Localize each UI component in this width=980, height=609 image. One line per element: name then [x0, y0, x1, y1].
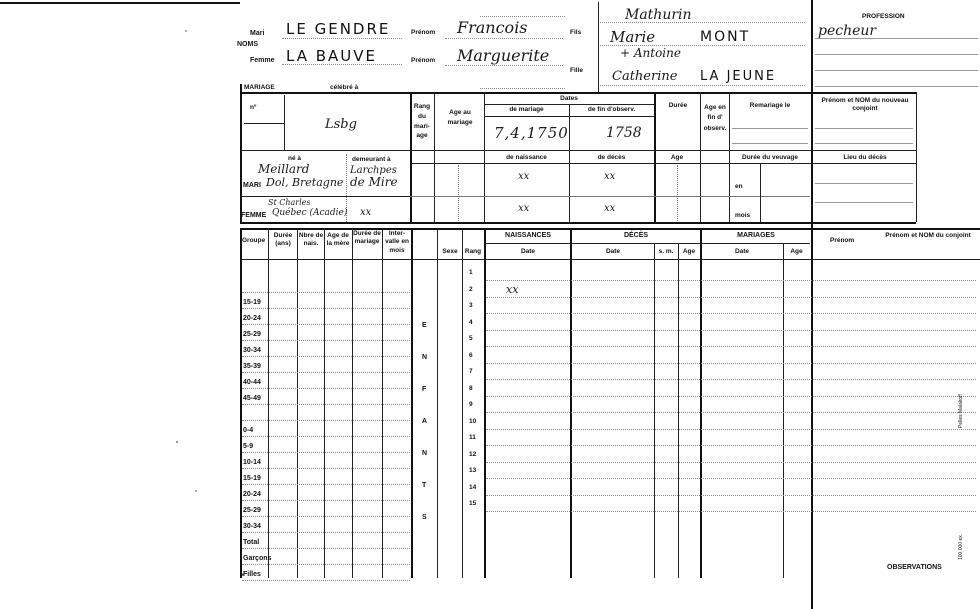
row-rule-left — [242, 292, 410, 293]
mari-label-2: MARI — [243, 182, 261, 189]
col-rule-8 — [462, 228, 463, 578]
de-naissance-label: de naissance — [506, 154, 547, 161]
col-rule-11 — [654, 243, 655, 578]
rank-number: 5 — [469, 335, 473, 342]
fille-last: LA JEUNE — [700, 69, 777, 84]
col-rule-7 — [437, 228, 438, 578]
fils-3: + Antoine — [620, 46, 681, 60]
naissances-header: NAISSANCES — [505, 232, 551, 239]
sm-header: s. m. — [658, 248, 674, 255]
no-line — [244, 123, 284, 124]
conjoint-line-2 — [815, 143, 913, 144]
mari-res-1: Larchpes — [350, 165, 397, 176]
row-rule-right — [486, 429, 976, 430]
mari-death-mark: xx — [604, 171, 616, 182]
print-count: 100.000 ex. — [958, 533, 964, 560]
groupe-header: Groupe — [242, 237, 266, 244]
group-label: 25-29 — [243, 507, 261, 514]
observations-label: OBSERVATIONS — [887, 564, 942, 571]
row-rule-left — [242, 340, 410, 341]
rank-number: 10 — [469, 417, 477, 425]
group-label: 5-9 — [243, 443, 254, 450]
enfants-letter: N — [422, 354, 428, 361]
row-rule-right — [486, 313, 976, 314]
intervalle-header: Inter-valle en mois — [385, 230, 409, 254]
table-top-rule — [240, 228, 980, 230]
profession-line-3 — [815, 70, 978, 71]
fils-1: Mathurin — [625, 7, 692, 23]
mariage-mid-rule — [240, 150, 916, 151]
fils-2-first: Marie — [610, 28, 656, 46]
femme-prenom-label: Prénom — [411, 57, 436, 64]
nouveau-conjoint-label: Prénom et NOM du nouveau conjoint — [821, 97, 909, 112]
group-label: 20-24 — [243, 491, 261, 498]
enfants-letter: N — [422, 450, 428, 457]
margin-speck-3 — [195, 490, 197, 492]
enfants-letter: T — [422, 482, 427, 489]
femme-res-mark: xx — [360, 207, 372, 218]
sexe-header: Sexe — [442, 248, 458, 255]
row-rule-right — [486, 297, 976, 298]
row-rule-left — [242, 468, 410, 469]
mari-surname-line — [282, 38, 402, 39]
de-deces-label: de décès — [597, 154, 626, 161]
age-divider — [458, 165, 459, 221]
prenom-header: Prénom — [830, 237, 855, 244]
row-rule-right — [486, 363, 976, 364]
rank-number: 6 — [469, 351, 473, 359]
dates-label: Dates — [560, 95, 578, 102]
mari-surname: LE GENDRE — [286, 20, 391, 38]
en-label: en — [735, 183, 743, 190]
row-rule-left — [242, 452, 410, 453]
mari-birth-2: Dol, Bretagne — [266, 176, 344, 189]
deces-header: DÉCÈS — [623, 232, 649, 239]
fils-label: Fils — [570, 29, 582, 36]
mari-prenom-label: Prénom — [411, 29, 436, 36]
profession-line-2 — [815, 54, 978, 55]
duree-ans-header: Durée (ans) — [273, 232, 293, 248]
fille-first: Catherine — [612, 69, 678, 84]
row-rule-right — [486, 396, 976, 397]
mariage-date-header: Date — [734, 248, 750, 255]
date-mariage: 7,4,1750 — [494, 124, 569, 142]
row-rule-left — [242, 484, 410, 485]
rank-number: 4 — [469, 318, 473, 326]
col-rule-5 — [382, 228, 383, 578]
fils-2-last: MONT — [700, 29, 751, 45]
group-label: Garçons — [243, 555, 272, 562]
mariage-title: MARIAGE — [244, 84, 275, 91]
margin-speck-1 — [185, 30, 187, 32]
row-rule-right — [486, 445, 976, 446]
naissance-date-header: Date — [520, 248, 536, 255]
lieu-line-1 — [815, 183, 913, 184]
conjoint-header: Prénom et NOM du conjoint — [885, 232, 971, 239]
group-label: 25-29 — [243, 331, 261, 338]
mari-prenom-line — [445, 38, 563, 39]
femme-prenom-line — [445, 65, 563, 66]
rang-header: Rang — [464, 248, 482, 255]
femme-birth-1: St Charles — [268, 198, 311, 207]
rank-number: 11 — [469, 434, 476, 441]
col-rule-12 — [678, 243, 679, 578]
mois-label: mois — [735, 212, 751, 219]
row-rule-right — [486, 280, 976, 281]
row-rule-left — [242, 580, 410, 581]
group-label: 20-24 — [243, 315, 261, 322]
mariage-place: Lsbg — [325, 117, 357, 132]
rank-number: 2 — [469, 285, 473, 293]
col-rule-4 — [352, 228, 353, 578]
noms-label: NOMS — [237, 41, 258, 48]
rank-number: 8 — [469, 384, 473, 392]
rang-right-rule — [434, 92, 435, 222]
margin-speck-2 — [176, 441, 178, 443]
femme-birth-mark: xx — [518, 203, 530, 214]
rank-number: 12 — [469, 450, 477, 458]
femme-surname-line — [282, 64, 402, 65]
printer-credit: Pelles Malakoff — [958, 394, 964, 428]
age-col-label: Age — [670, 154, 684, 161]
celebre-label: célébré à — [330, 84, 359, 91]
row-rule-left — [242, 564, 410, 565]
conjoint-line-1 — [815, 128, 913, 129]
demeurant-a-label: demeurant à — [352, 156, 391, 163]
deces-date-header: Date — [605, 248, 621, 255]
femme-surname: LA BAUVE — [286, 47, 377, 65]
row-rule-left — [242, 420, 410, 421]
subheader-rule — [484, 243, 810, 244]
mari-label: Mari — [250, 30, 265, 37]
group-label: 30-34 — [243, 523, 261, 530]
rank-number: 14 — [469, 483, 477, 491]
group-label: 30-34 — [243, 347, 261, 354]
mari-femme-rule — [240, 196, 410, 197]
mariage-age-header: Age — [790, 248, 803, 255]
row-rule-right — [486, 346, 976, 347]
mariage-top-rule — [240, 92, 811, 94]
de-fin-label: de fin d'observ. — [587, 106, 636, 113]
age-fin-label: Age en fin d' observ. — [703, 104, 727, 132]
row-rule-right — [486, 330, 976, 331]
duree-label: Durée — [668, 102, 688, 109]
fille-line — [600, 85, 805, 86]
row-rule-left — [242, 548, 410, 549]
row-rule-left — [242, 500, 410, 501]
row-rule-left — [242, 404, 410, 405]
duree-mariage-header: Durée de mariage — [353, 230, 381, 246]
femme-label-2: FEMME — [241, 212, 267, 219]
group-label: 0-4 — [243, 427, 254, 434]
row-rule-left — [242, 356, 410, 357]
duree-veuvage-label: Durée du veuvage — [742, 154, 798, 161]
no-divider — [284, 95, 285, 150]
nouveau-right-rule — [916, 92, 917, 222]
rang-label: Rang du mari-age — [413, 103, 431, 140]
row-rule-right — [486, 462, 976, 463]
row-rule-left — [242, 388, 410, 389]
profession-label: PROFESSION — [862, 13, 905, 20]
deces-age-header: Age — [682, 248, 696, 255]
row-rule-right — [486, 379, 976, 380]
rank-number: 7 — [469, 368, 473, 375]
mari-res-2: de Mire — [350, 175, 398, 189]
age2-divider — [677, 165, 678, 221]
dotted-line — [480, 16, 565, 17]
nbre-nais-header: Nbre de nais. — [298, 232, 324, 248]
enfants-letter: E — [422, 322, 427, 329]
lieu-deces-label: Lieu du décès — [843, 154, 887, 161]
femme-prenom: Marguerite — [457, 46, 550, 65]
col-rule-1 — [268, 228, 269, 578]
group-label: 35-39 — [243, 363, 261, 370]
enfants-letter: S — [422, 514, 427, 521]
col-rule-6 — [411, 228, 413, 578]
veuvage-divider — [760, 163, 761, 223]
group-label: 15-19 — [243, 299, 261, 306]
col-rule-14 — [783, 243, 784, 578]
rank-number: 3 — [469, 302, 473, 309]
age-mariage-label: Age au mariage — [447, 109, 473, 126]
rank-number: 1 — [469, 269, 473, 276]
no-label: nº — [250, 104, 257, 111]
top-rule — [0, 2, 240, 4]
footer-asterisk: * — [241, 573, 244, 580]
row-rule-left — [242, 516, 410, 517]
date-fin: 1758 — [606, 125, 642, 141]
row-rule-left — [242, 436, 410, 437]
group-label: 45-49 — [243, 395, 261, 402]
mari-prenom: Francois — [457, 18, 528, 37]
row-rule-left — [242, 308, 410, 309]
row-rule-left — [242, 324, 410, 325]
femme-death-mark: xx — [604, 203, 616, 214]
rank-number: 13 — [469, 467, 477, 474]
de-mariage-label: de mariage — [509, 106, 544, 113]
row-rule-left — [242, 372, 410, 373]
row-rule-right — [486, 412, 976, 413]
profession-line-1 — [815, 38, 978, 39]
profession-line-4 — [815, 86, 978, 87]
group-label: Filles — [243, 571, 261, 578]
fils-1-line — [600, 22, 805, 23]
children-bracket — [598, 2, 599, 92]
col-rule-2 — [297, 228, 298, 578]
group-label: 10-14 — [243, 459, 261, 466]
group-label: 40-44 — [243, 379, 261, 386]
row-2-naissance-mark: xx — [506, 283, 519, 296]
mariage-left-rule — [240, 84, 242, 224]
mariages-header: MARIAGES — [737, 232, 775, 239]
mariage-bottom-rule — [240, 222, 916, 224]
mari-birth-1: Meillard — [258, 162, 310, 176]
femme-birth-2: Québec (Acadie) — [272, 208, 348, 218]
remariage-line-2 — [732, 143, 808, 144]
profession-value: pecheur — [818, 23, 877, 39]
col-rule-3 — [324, 228, 325, 578]
header-bottom-rule — [240, 259, 980, 260]
group-label: Total — [243, 539, 260, 546]
dotted-line-2 — [480, 88, 565, 89]
enfants-letter: A — [422, 418, 428, 425]
row-rule-right — [486, 495, 976, 496]
age-mere-header: Age de la mère — [326, 232, 350, 248]
fille-label: Fille — [570, 67, 584, 74]
remariage-line-1 — [732, 128, 808, 129]
row-rule-right — [486, 511, 976, 512]
rank-number: 15 — [469, 500, 477, 507]
mari-birth-mark: xx — [518, 171, 530, 182]
ne-a-label: né à — [288, 155, 302, 162]
group-label: 15-19 — [243, 475, 261, 482]
mari-femme-rule-right — [410, 196, 810, 197]
enfants-letter: F — [422, 386, 427, 393]
table-left-rule — [240, 228, 242, 578]
remariage-label: Remariage le — [749, 102, 791, 109]
rank-number: 9 — [469, 401, 473, 408]
femme-label: Femme — [250, 57, 275, 64]
lieu-line-2 — [815, 202, 913, 203]
row-rule-right — [486, 478, 976, 479]
mariage-sub-rule — [410, 163, 916, 164]
row-rule-left — [242, 532, 410, 533]
nouveau-top-rule — [811, 92, 916, 94]
